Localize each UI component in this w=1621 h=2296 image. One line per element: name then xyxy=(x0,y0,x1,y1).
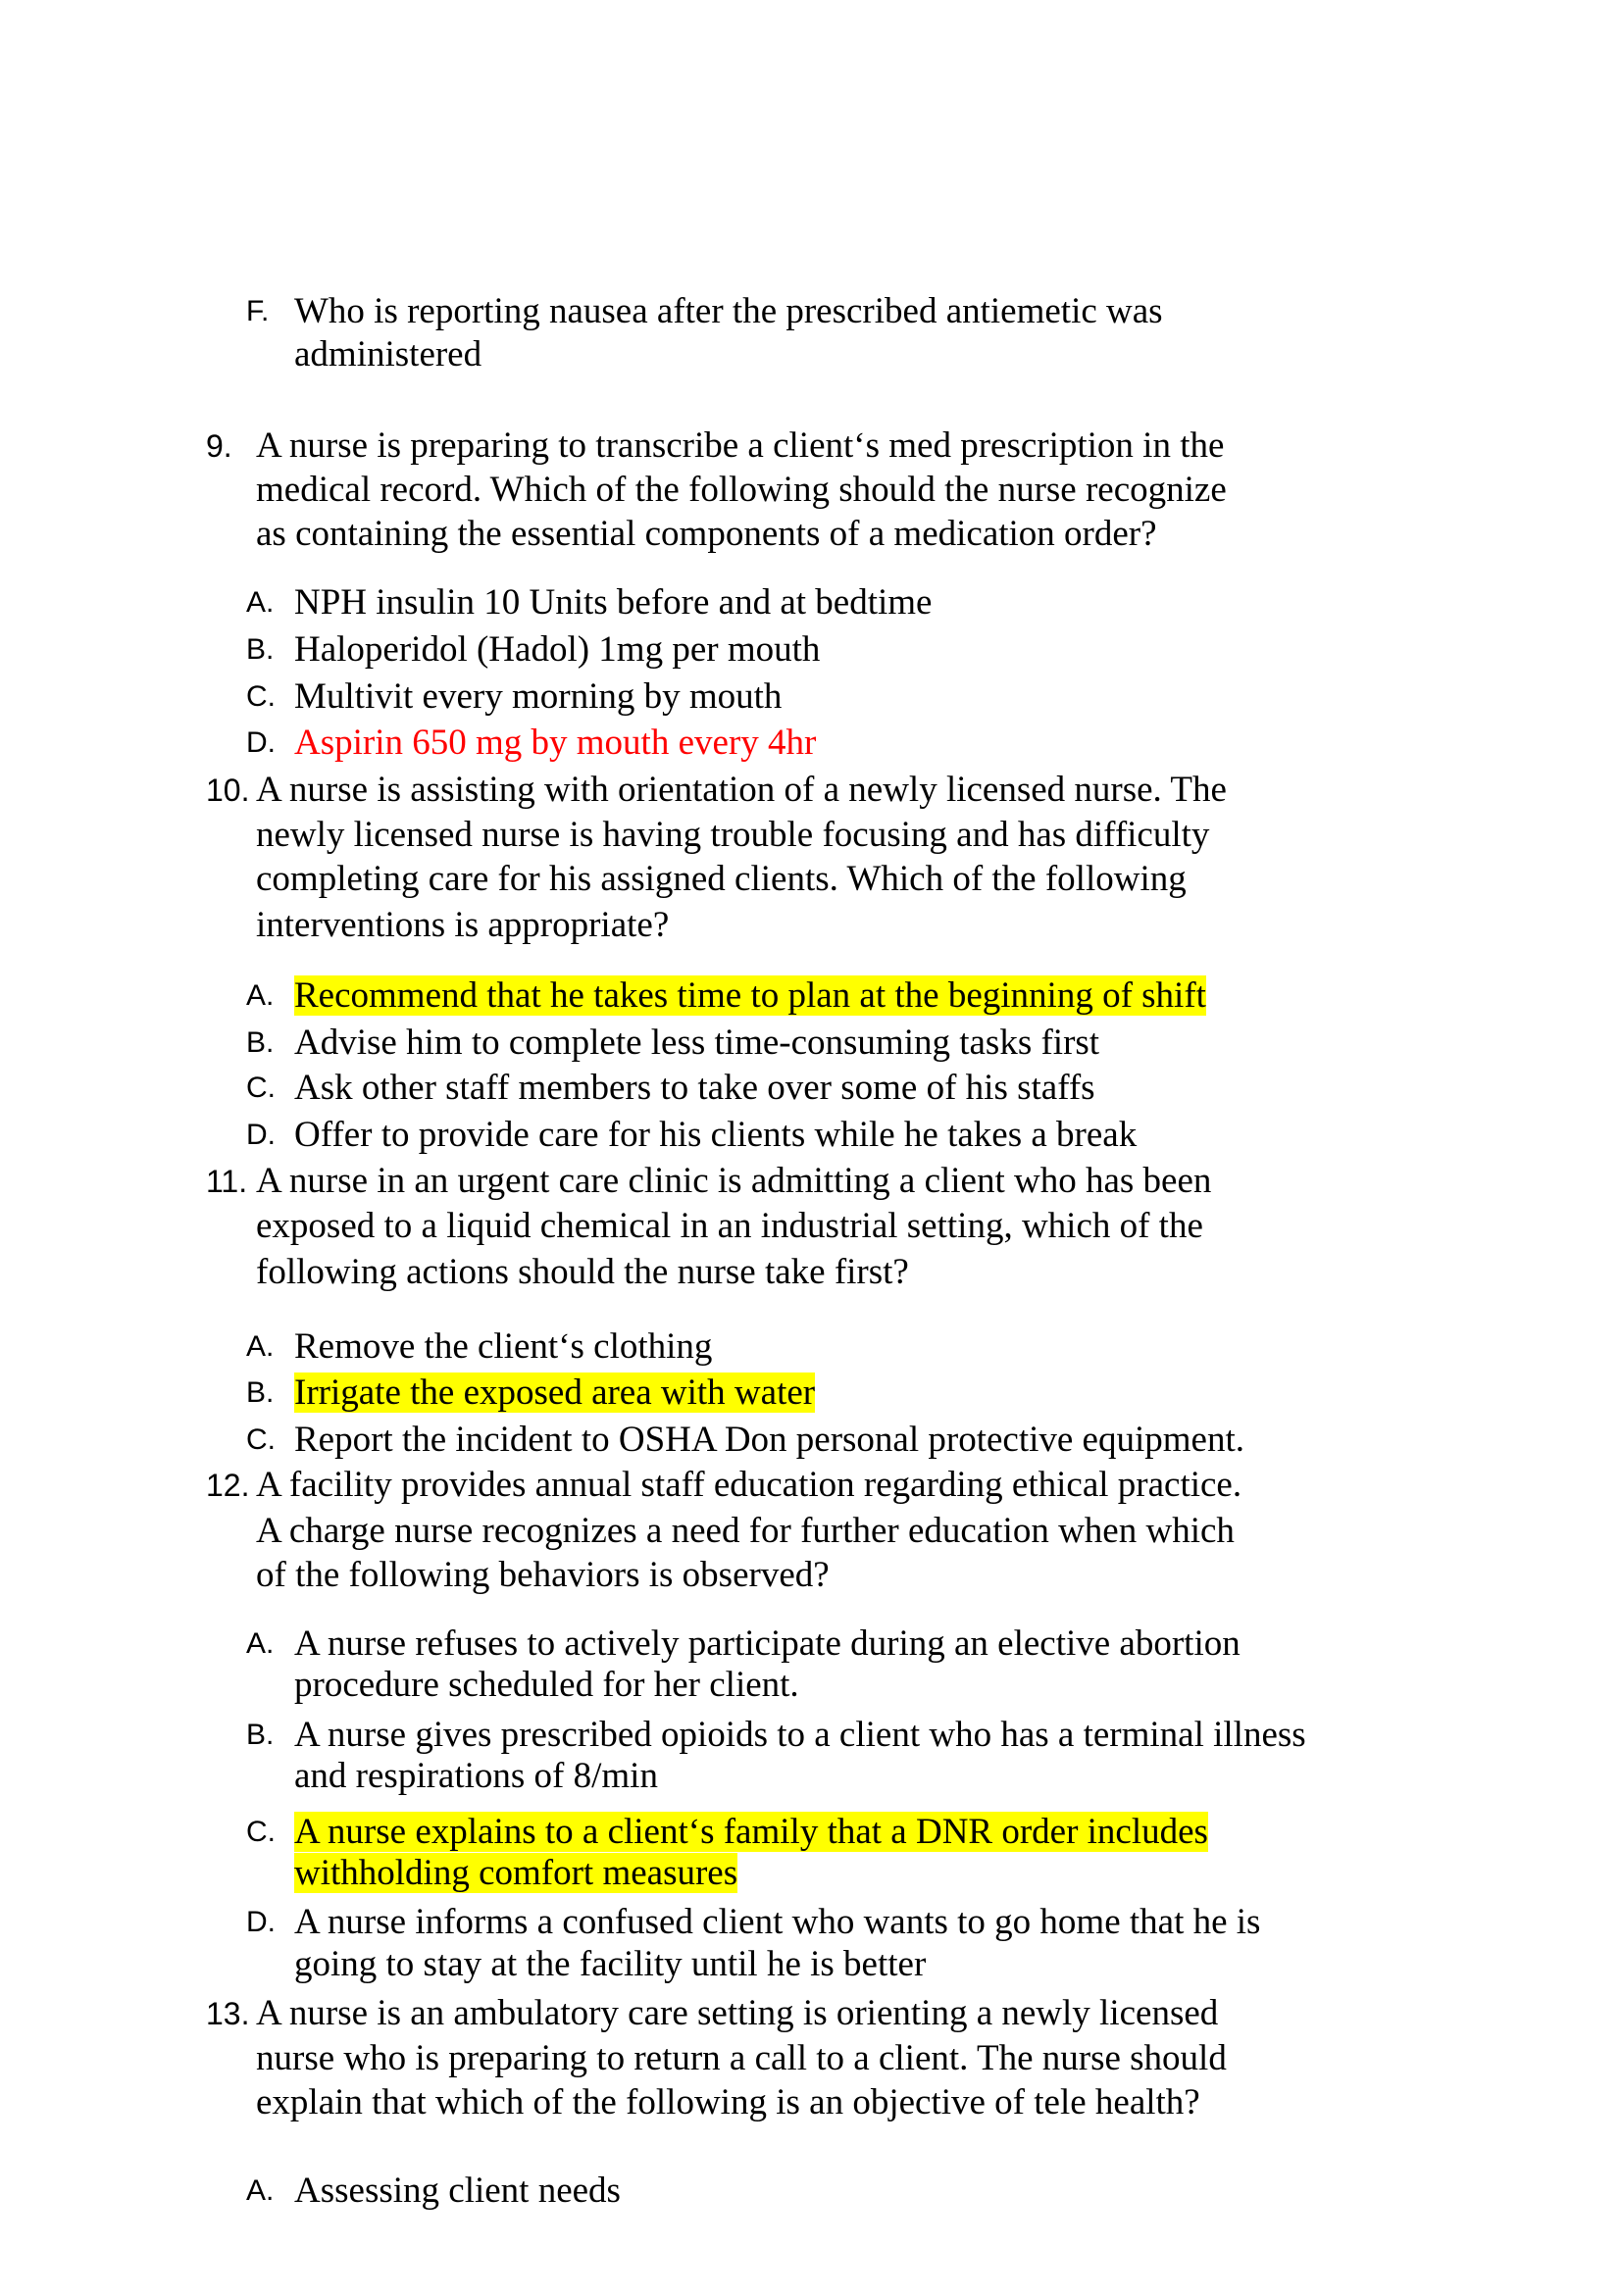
option-label: D. xyxy=(246,1119,276,1151)
text: completing care for his assigned clients. Which of the following xyxy=(256,859,1187,899)
option-label: D. xyxy=(246,1906,276,1938)
option-label: C. xyxy=(246,680,276,713)
marked-answer-text: Aspirin 650 mg by mouth every 4hr xyxy=(294,723,817,763)
highlighted-answer-text: Recommend that he takes time to plan at the beginning of shift xyxy=(294,975,1206,1016)
option-text-line xyxy=(294,581,932,624)
text: Ask other staff members to take over some of his staffs xyxy=(294,1068,1095,1108)
option-label: A. xyxy=(246,2174,275,2207)
text: as containing the essential components of a medication order? xyxy=(256,514,1157,554)
option-text-line xyxy=(294,1067,1095,1110)
option-label: B. xyxy=(246,1376,275,1409)
text: of the following behaviors is observed? xyxy=(256,1555,830,1595)
question-number: 9. xyxy=(206,428,232,464)
question-number: 11. xyxy=(206,1164,248,1199)
question-number: 12. xyxy=(206,1468,250,1503)
text: A nurse is preparing to transcribe a client‘s med prescription in the xyxy=(256,425,1225,466)
option-label: A. xyxy=(246,979,275,1012)
option-text-line xyxy=(294,628,820,672)
question-text-line xyxy=(256,424,1224,468)
text: Haloperidol (Hadol) 1mg per mouth xyxy=(294,629,821,670)
question-text-line xyxy=(256,513,1157,556)
question-number: 10. xyxy=(206,773,250,808)
option-label: C. xyxy=(246,1423,276,1456)
text: Offer to provide care for his clients while he takes a break xyxy=(294,1115,1138,1155)
option-text-line xyxy=(294,1325,712,1369)
option-text-line xyxy=(294,1114,1137,1157)
option-text-line xyxy=(294,1022,1099,1065)
question-number: 13. xyxy=(206,1996,250,2031)
text: Multivit every morning by mouth xyxy=(294,676,783,717)
text: and respirations of 8/min xyxy=(294,1756,658,1796)
text: interventions is appropriate? xyxy=(256,905,670,945)
text: A nurse gives prescribed opioids to a client who has a terminal illness xyxy=(294,1715,1306,1755)
option-text-line xyxy=(294,333,481,376)
text: NPH insulin 10 Units before and at bedtime xyxy=(294,582,933,623)
option-text-line xyxy=(294,1419,1244,1462)
option-text-line xyxy=(294,1372,815,1415)
option-text-line xyxy=(294,1943,926,1986)
question-text-line xyxy=(256,2037,1227,2080)
text: Remove the client‘s clothing xyxy=(294,1326,713,1367)
text: A nurse refuses to actively participate during an elective abortion xyxy=(294,1623,1241,1664)
option-label: B. xyxy=(246,633,275,666)
question-text-line xyxy=(256,858,1187,901)
option-text-line xyxy=(294,2170,621,2213)
text: A nurse in an urgent care clinic is admitting a client who has been xyxy=(256,1161,1212,1201)
highlighted-answer-text: Irrigate the exposed area with water xyxy=(294,1373,816,1413)
option-label: C. xyxy=(246,1072,276,1104)
option-text-line xyxy=(294,1664,799,1707)
option-label: D. xyxy=(246,726,276,759)
option-label: F. xyxy=(246,295,270,327)
question-text-line xyxy=(256,1510,1235,1553)
text: medical record. Which of the following should the nurse recognize xyxy=(256,470,1227,510)
text: procedure scheduled for her client. xyxy=(294,1665,799,1705)
text: A nurse is assisting with orientation of a newly licensed nurse. The xyxy=(256,770,1227,810)
text: exposed to a liquid chemical in an industrial setting, which of the xyxy=(256,1206,1203,1246)
text: Report the incident to OSHA Don personal protective equipment. xyxy=(294,1420,1244,1460)
text: administered xyxy=(294,334,482,374)
question-text-line xyxy=(256,814,1209,857)
option-text-line xyxy=(294,1714,1306,1757)
option-text-line xyxy=(294,1811,1208,1854)
question-text-line xyxy=(256,1160,1211,1203)
text: Advise him to complete less time-consuming tasks first xyxy=(294,1023,1100,1063)
option-text-line xyxy=(294,974,1206,1018)
question-text-line xyxy=(256,769,1227,812)
question-text-line xyxy=(256,1205,1203,1248)
option-text-line xyxy=(294,722,816,765)
text: A nurse informs a confused client who wants to go home that he is xyxy=(294,1902,1261,1942)
text: going to stay at the facility until he is better xyxy=(294,1944,927,1984)
option-text-line xyxy=(294,290,1163,333)
option-label: B. xyxy=(246,1719,275,1751)
text: following actions should the nurse take first? xyxy=(256,1252,909,1292)
option-label: A. xyxy=(246,1627,275,1660)
text: explain that which of the following is an objective of tele health? xyxy=(256,2082,1200,2122)
option-text-line xyxy=(294,1755,658,1798)
option-label: A. xyxy=(246,586,275,619)
highlighted-answer-text: withholding comfort measures xyxy=(294,1853,738,1893)
option-label: C. xyxy=(246,1816,276,1848)
highlighted-answer-text: A nurse explains to a client‘s family that a DNR order includes xyxy=(294,1812,1208,1852)
question-text-line xyxy=(256,469,1227,512)
question-text-line xyxy=(256,2081,1200,2124)
text: A nurse is an ambulatory care setting is orienting a newly licensed xyxy=(256,1993,1219,2033)
option-text-line xyxy=(294,1852,737,1895)
option-label: A. xyxy=(246,1330,275,1363)
text: newly licensed nurse is having trouble focusing and has difficulty xyxy=(256,815,1210,855)
question-text-line xyxy=(256,1554,830,1597)
question-text-line xyxy=(256,1992,1218,2035)
text: nurse who is preparing to return a call to a client. The nurse should xyxy=(256,2038,1227,2078)
question-text-line xyxy=(256,904,669,947)
option-text-line xyxy=(294,1622,1241,1666)
text: A facility provides annual staff education regarding ethical practice. xyxy=(256,1465,1242,1505)
option-text-line xyxy=(294,675,782,719)
option-text-line xyxy=(294,1901,1260,1944)
question-text-line xyxy=(256,1251,909,1294)
option-label: B. xyxy=(246,1026,275,1059)
text: Assessing client needs xyxy=(294,2171,621,2211)
question-text-line xyxy=(256,1464,1241,1507)
text: A charge nurse recognizes a need for further education when which xyxy=(256,1511,1235,1551)
text: Who is reporting nausea after the prescribed antiemetic was xyxy=(294,291,1163,331)
